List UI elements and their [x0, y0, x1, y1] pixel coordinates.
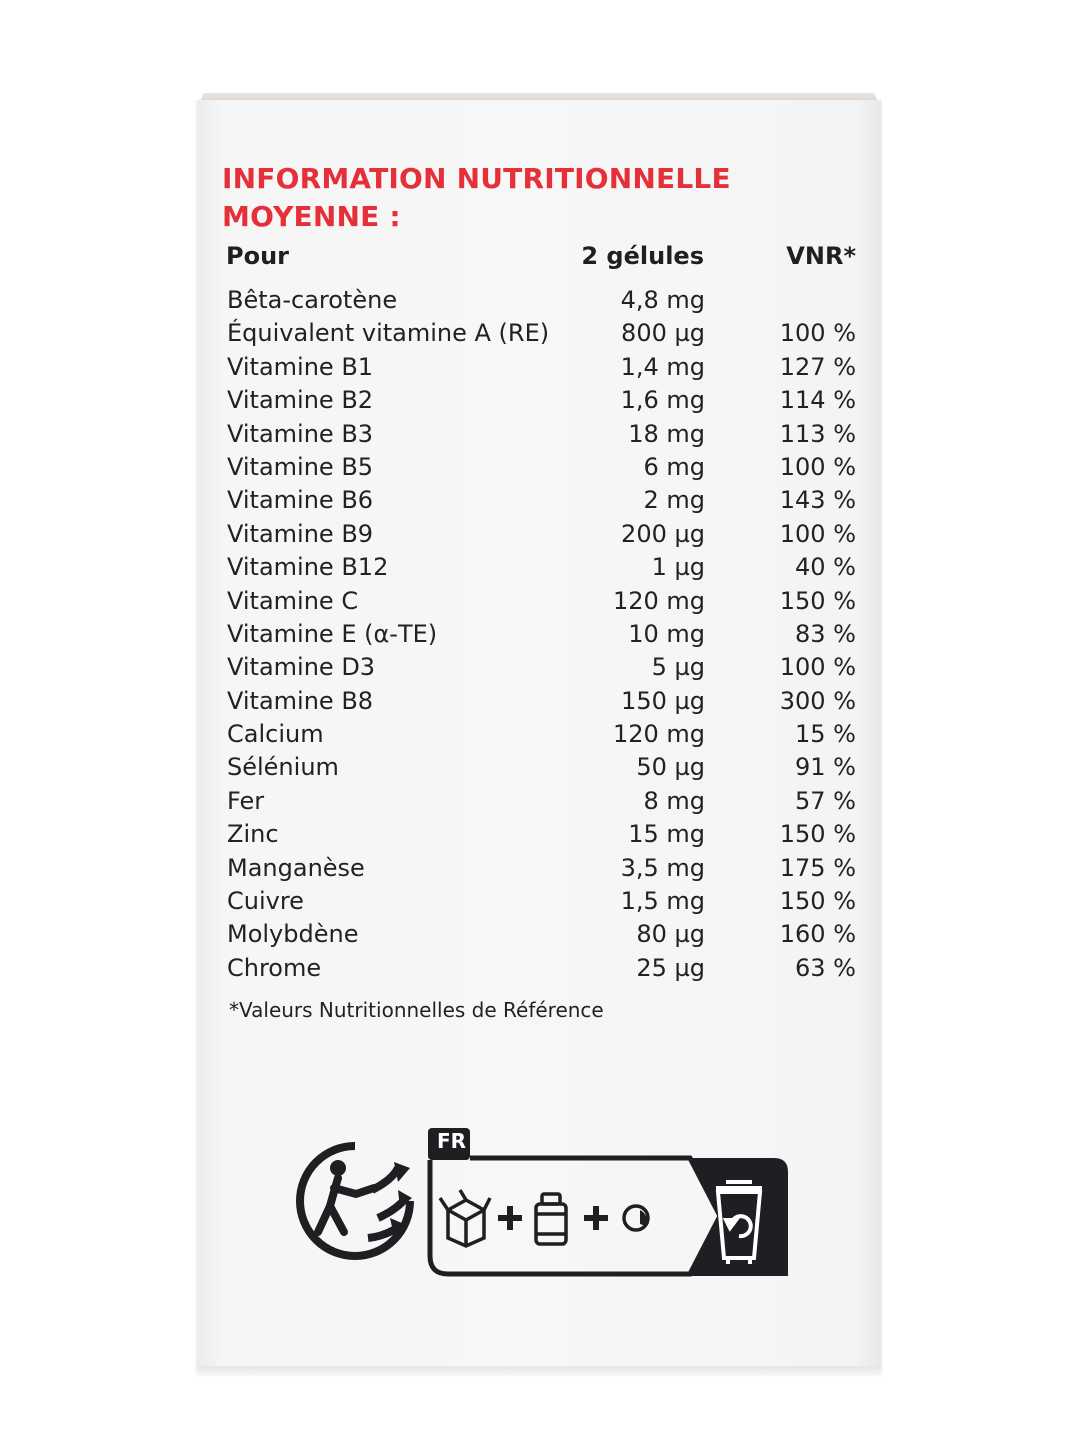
nutrient-vnr: 113 % [779, 419, 856, 448]
table-row [227, 319, 867, 352]
table-row [227, 854, 867, 887]
nutrient-amount: 120 mg [612, 586, 705, 615]
nutrient-amount: 15 mg [628, 820, 705, 849]
nutrient-amount: 8 mg [643, 786, 705, 815]
table-row [227, 486, 867, 519]
nutrition-heading [222, 160, 731, 236]
table-row [227, 687, 867, 720]
table-row [227, 653, 867, 686]
nutrient-name: Molybdène [227, 920, 359, 949]
table-row [227, 887, 867, 920]
nutrient-vnr: 100 % [779, 653, 856, 682]
nutrient-amount: 18 mg [628, 419, 705, 448]
nutrient-amount: 200 µg [621, 519, 705, 548]
footnote: *Valeurs Nutritionnelles de Référence [229, 998, 604, 1022]
cap-icon [624, 1206, 648, 1230]
nutrient-amount: 800 µg [621, 319, 705, 348]
box-icon [440, 1190, 490, 1246]
table-row [227, 386, 867, 419]
column-header-amount: 2 gélules [581, 242, 704, 270]
column-header-name: Pour [226, 242, 289, 270]
plus-1 [498, 1206, 522, 1230]
nutrient-vnr: 127 % [779, 352, 856, 381]
nutrient-amount: 1 µg [651, 553, 705, 582]
nutrient-amount: 25 µg [636, 953, 705, 982]
triman-icon [294, 1140, 416, 1262]
nutrient-name: Équivalent vitamine A (RE) [227, 319, 550, 348]
table-row [227, 420, 867, 453]
nutrient-amount: 6 mg [643, 452, 705, 481]
nutrient-vnr: 91 % [795, 753, 856, 782]
table-row [227, 286, 867, 319]
nutrient-amount: 150 µg [621, 686, 705, 715]
nutrient-vnr: 100 % [779, 519, 856, 548]
info-tri-banner [426, 1126, 790, 1280]
table-row [227, 520, 867, 553]
nutrient-name: Chrome [227, 953, 322, 982]
nutrient-vnr: 114 % [779, 386, 856, 415]
heading-line-2: MOYENNE : [222, 200, 401, 233]
nutrient-vnr: 63 % [795, 953, 856, 982]
table-row [227, 720, 867, 753]
table-header [226, 242, 866, 278]
nutrient-amount: 1,5 mg [620, 887, 705, 916]
nutrient-amount: 1,4 mg [620, 352, 705, 381]
nutrient-vnr: 175 % [779, 853, 856, 882]
nutrient-vnr: 150 % [779, 586, 856, 615]
nutrient-amount: 5 µg [651, 653, 705, 682]
nutrient-name: Vitamine B8 [227, 686, 374, 715]
plus-2 [584, 1206, 608, 1230]
nutrient-vnr: 300 % [779, 686, 856, 715]
nutrient-name: Fer [227, 786, 265, 815]
nutrient-vnr: 143 % [779, 486, 856, 515]
table-row [227, 753, 867, 786]
bottle-icon [536, 1194, 566, 1244]
country-label: FR [437, 1129, 467, 1153]
nutrient-vnr: 15 % [795, 720, 856, 749]
nutrient-name: Vitamine B5 [227, 452, 374, 481]
nutrient-name: Vitamine D3 [227, 653, 376, 682]
heading-line-1: INFORMATION NUTRITIONNELLE [222, 162, 731, 195]
nutrient-name: Vitamine B9 [227, 519, 374, 548]
nutrient-amount: 1,6 mg [620, 386, 705, 415]
table-row [227, 920, 867, 953]
table-row [227, 787, 867, 820]
nutrient-amount: 10 mg [628, 619, 705, 648]
nutrient-amount: 3,5 mg [620, 853, 705, 882]
nutrient-vnr: 40 % [795, 553, 856, 582]
nutrient-name: Vitamine E (α-TE) [227, 619, 438, 648]
nutrition-table [227, 286, 867, 987]
nutrient-name: Vitamine B12 [227, 553, 389, 582]
nutrient-name: Vitamine B6 [227, 486, 374, 515]
nutrient-name: Vitamine B3 [227, 419, 374, 448]
nutrient-vnr: 57 % [795, 786, 856, 815]
nutrient-vnr: 83 % [795, 619, 856, 648]
nutrient-name: Vitamine B1 [227, 352, 374, 381]
nutrient-name: Zinc [227, 820, 279, 849]
nutrient-name: Manganèse [227, 853, 365, 882]
nutrient-vnr: 100 % [779, 319, 856, 348]
nutrient-amount: 4,8 mg [620, 286, 705, 314]
table-row [227, 453, 867, 486]
nutrient-amount: 50 µg [636, 753, 705, 782]
nutrient-vnr: 160 % [779, 920, 856, 949]
table-row [227, 954, 867, 987]
nutrient-name: Vitamine B2 [227, 386, 374, 415]
nutrient-name: Sélénium [227, 753, 339, 782]
table-row [227, 587, 867, 620]
table-row [227, 820, 867, 853]
table-row [227, 353, 867, 386]
nutrient-name: Bêta-carotène [227, 286, 398, 314]
nutrient-vnr: 100 % [779, 452, 856, 481]
nutrient-amount: 120 mg [612, 720, 705, 749]
nutrient-name: Vitamine C [227, 586, 359, 615]
nutrient-vnr: 150 % [779, 820, 856, 849]
nutrient-vnr: 150 % [779, 887, 856, 916]
nutrient-name: Calcium [227, 720, 324, 749]
column-header-vnr: VNR* [786, 242, 856, 270]
nutrient-name: Cuivre [227, 887, 304, 916]
table-row [227, 553, 867, 586]
table-row [227, 620, 867, 653]
box-bottom-edge [197, 1366, 881, 1374]
nutrient-amount: 80 µg [636, 920, 705, 949]
nutrient-amount: 2 mg [643, 486, 705, 515]
